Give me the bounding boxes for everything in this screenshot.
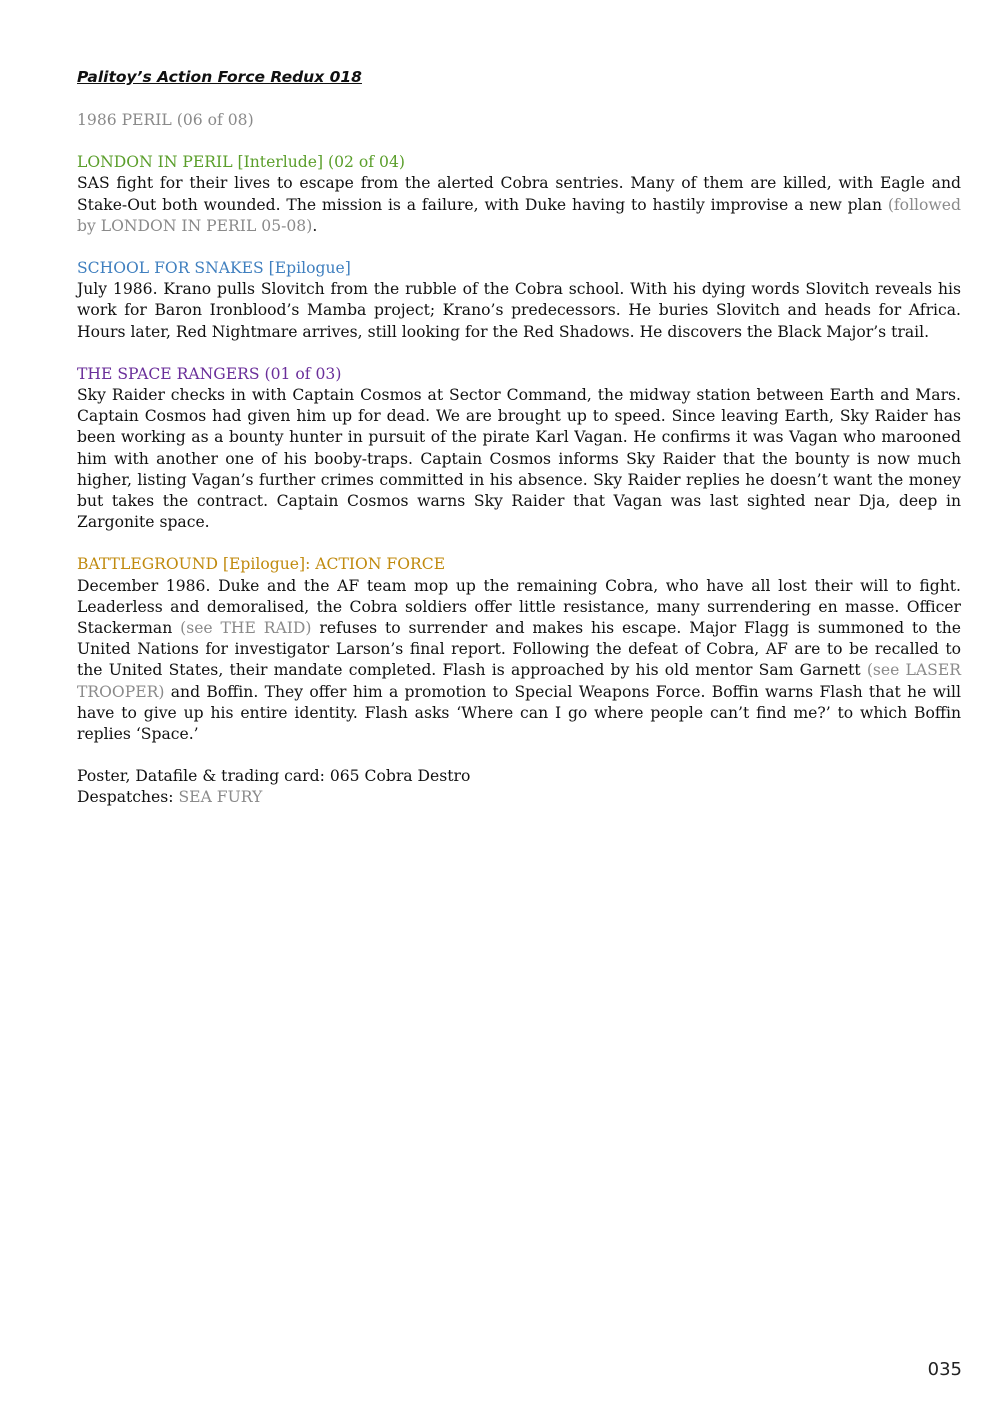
section-body: Sky Raider checks in with Captain Cosmos at Sector Command, the midway station between Earth and Mars. Captain Cosmos had given him up for dead. We are brought up to speed. Since leaving Earth, Sky Raider has been working as a bounty hunter in pursuit of the pirate Karl Vagan. He confirms it was Vagan who marooned him with another one of his booby-traps. Captain Cosmos informs Sky Raider that the bounty is now much higher, listing Vagan’s further crimes committed in his absence. Sky Raider replies he doesn’t want the money but takes the contract. Captain Cosmos warns Sky Raider that Vagan was last sighted near Dja, deep in Zargonite space.	[77, 386, 961, 532]
cross-reference: (see THE RAID)	[180, 619, 312, 638]
section-heading: BATTLEGROUND [Epilogue]: ACTION FORCE	[77, 555, 446, 574]
despatches-label: Despatches:	[77, 788, 179, 807]
issue-footer	[77, 766, 961, 808]
body-text: refuses to surrender and makes his escape. Major Flagg is summoned to the United Nations for investigator Larson’s final report. Following the defeat of Cobra, AF are to be recalled to the United States, their mandate completed. Flash is approached by his old mentor Sam Garnett	[77, 619, 961, 680]
page-number: 035	[927, 1359, 962, 1380]
body-text: .	[312, 216, 318, 235]
body-text: December 1986. Duke and the AF team mop up the remaining Cobra, who have all lost their will to fight. Leaderless and demoralised, the Cobra soldiers offer little resistance, many surrendering en masse. Officer Stackerman	[77, 576, 961, 638]
poster-line: Poster, Datafile & trading card: 065 Cobra Destro	[77, 767, 471, 786]
body-text: and Boffin. They offer him a promotion to Special Weapons Force. Boffin warns Flash that he will have to give up his entire identity. Flash asks ‘Where can I go where people can’t find me?’ to which Boffin replies ‘Space.’	[77, 682, 961, 744]
document-title: Palitoy’s Action Force Redux 018	[77, 68, 362, 86]
cross-reference: (followed by LONDON IN PERIL 05-08)	[77, 195, 961, 235]
section-battleground	[77, 554, 961, 745]
section-school-for-snakes	[77, 258, 961, 343]
section-body: July 1986. Krano pulls Slovitch from the rubble of the Cobra school. With his dying words Slovitch reveals his work for Baron Ironblood’s Mamba project; Krano’s predecessors. He buries Slovitch and heads for Africa. Hours later, Red Nightmare arrives, still looking for the Red Shadows. He discovers the Black Major’s trail.	[77, 280, 961, 341]
section-heading: LONDON IN PERIL [Interlude] (02 of 04)	[77, 153, 405, 172]
despatches-line	[77, 787, 961, 808]
cross-reference: (see LASER TROOPER)	[77, 661, 961, 701]
despatches-reference: SEA FURY	[178, 788, 263, 807]
section-london-in-peril	[77, 152, 961, 237]
body-text: SAS fight for their lives to escape from the alerted Cobra sentries. Many of them are killed, with Eagle and Stake-Out both wounded. The mission is a failure, with Duke having to hastily improvise a new plan	[77, 174, 961, 214]
document-subtitle: 1986 PERIL (06 of 08)	[77, 111, 254, 129]
section-body	[77, 576, 961, 746]
section-heading: SCHOOL FOR SNAKES [Epilogue]	[77, 259, 351, 278]
section-heading: THE SPACE RANGERS (01 of 03)	[77, 364, 342, 383]
document-content	[77, 66, 961, 809]
section-space-rangers	[77, 364, 961, 534]
section-body	[77, 173, 961, 237]
